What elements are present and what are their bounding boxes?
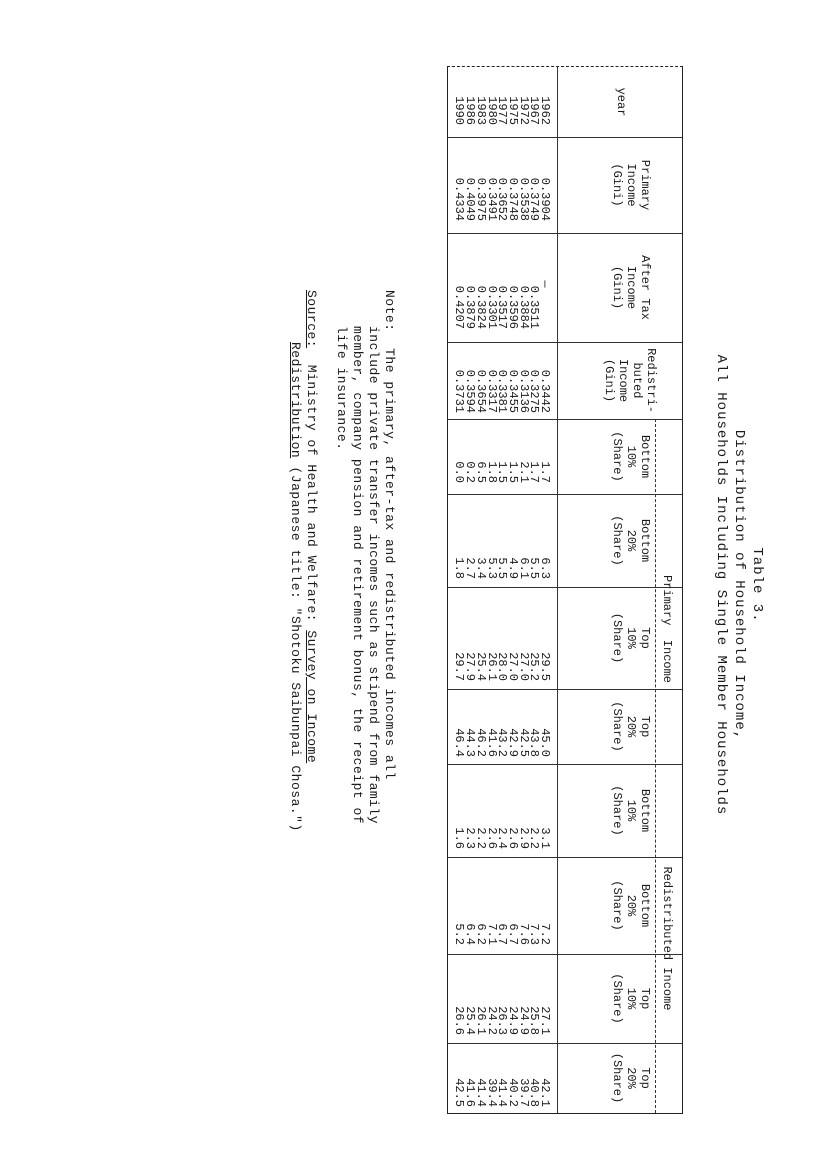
table-cell: 28.0 (495, 652, 510, 681)
col-redist-bottom20 (454, 863, 550, 945)
table-cell: 0.3381 (495, 369, 510, 413)
table-cell: 41.4 (473, 1078, 488, 1107)
table-cell: 24.2 (484, 1006, 499, 1035)
header-primary-bottom10: Bottom 10% (Share) (610, 431, 652, 482)
header-redist-top20: Top 20% (Share) (610, 1052, 652, 1104)
table-cell: 6.7 (495, 923, 510, 945)
table-cell: 0.2 (463, 461, 478, 483)
income-distribution-table (447, 66, 683, 1114)
table-cell: 7.1 (484, 923, 499, 945)
table-cell: 44.3 (463, 728, 478, 757)
table-cell: 5.2 (452, 923, 467, 945)
table-cell: 0.3596 (505, 285, 520, 329)
table-cell: 40.2 (505, 1078, 520, 1107)
table-cell: 1986 (463, 96, 478, 125)
col-year (454, 75, 550, 125)
header-redist-group: Redistributed Income (660, 866, 674, 1011)
table-cell: 1975 (505, 96, 520, 125)
header-redist-bottom10: Bottom 10% (Share) (610, 785, 652, 836)
note-line-1: The primary, after-tax and redistributed incomes all (382, 348, 397, 780)
table-cell: 43.2 (495, 728, 510, 757)
table-cell: 26.3 (495, 1006, 510, 1035)
table-cell: 0.3136 (516, 369, 531, 413)
table-cell: 27.0 (516, 652, 531, 681)
col-primary-bottom10 (454, 423, 550, 483)
table-cell: 27.9 (463, 652, 478, 681)
table-cell: 24.9 (516, 1006, 531, 1035)
table-cell: 0.3884 (516, 285, 531, 329)
table-cell: 0.3652 (495, 177, 510, 221)
table-cell: 25.8 (527, 1006, 542, 1035)
source-title-2: Redistribution (288, 342, 303, 459)
table-cell: 2.7 (463, 557, 478, 579)
table-cell: 2.9 (516, 827, 531, 849)
table-cell: 4.9 (505, 557, 520, 579)
table-cell: 0.4049 (463, 177, 478, 221)
header-redist-top10: Top 10% (Share) (610, 973, 652, 1024)
table-cell: 0.3731 (452, 369, 467, 413)
table-cell: 1.5 (505, 461, 520, 483)
table-cell: 1990 (452, 96, 467, 125)
table-cell: — (538, 280, 552, 288)
table-cell: 41.4 (495, 1078, 510, 1107)
header-redist-gini: Redistri- buted Income (Gini) (602, 348, 658, 413)
table-cell: 7.2 (538, 923, 552, 945)
table-cell: 24.9 (505, 1006, 520, 1035)
col-redist-top10 (454, 959, 550, 1035)
table-cell: 5.5 (495, 557, 510, 579)
table-cell: 0.3748 (505, 177, 520, 221)
table-cell: 1.8 (452, 557, 467, 579)
table-cell: 2.1 (516, 461, 531, 483)
table-cell: 46.4 (452, 728, 467, 757)
table-cell: 41.6 (463, 1078, 478, 1107)
table-cell: 1.5 (495, 461, 510, 483)
table-cell: 40.8 (527, 1078, 542, 1107)
table-cell: 1980 (484, 96, 499, 125)
table-cell: 0.4207 (452, 285, 467, 329)
table-cell: 0.3517 (495, 285, 510, 329)
table-subtitle: Distribution of Household Income, (731, 429, 747, 741)
table-note (333, 290, 397, 850)
col-primary-top10 (454, 593, 550, 681)
table-cell: 42.9 (505, 728, 520, 757)
table-cell: 39.7 (516, 1078, 531, 1107)
col-primary-gini (454, 141, 550, 221)
table-cell: 6.3 (538, 557, 552, 579)
table-cell: 0.3904 (538, 177, 552, 221)
table-cell: 26.1 (484, 652, 499, 681)
table-cell: 1977 (495, 96, 510, 125)
col-redist-bottom10 (454, 769, 550, 849)
note-line-2: include private transfer incomes such as stipend from family (366, 326, 381, 825)
table-cell: 2.3 (463, 827, 478, 849)
table-cell: 45.0 (538, 728, 552, 757)
table-cell: 26.1 (473, 1006, 488, 1035)
table-cell: 29.5 (538, 652, 552, 681)
table-cell: 1.7 (538, 461, 552, 483)
table-cell: 0.3975 (473, 177, 488, 221)
table-cell: 25.4 (463, 1006, 478, 1035)
source-japanese-title: (Japanese title: "Shotoku Saibunpai Chosa.") (288, 458, 303, 832)
table-cell: 0.3301 (484, 285, 499, 329)
table-cell: 1983 (473, 96, 488, 125)
header-redist-bottom20: Bottom 20% (Share) (610, 880, 652, 931)
table-cell: 0.3594 (463, 369, 478, 413)
note-label: Note: (382, 290, 397, 332)
col-primary-top20 (454, 693, 550, 757)
table-cell: 46.2 (473, 728, 488, 757)
col-aftertax-gini (454, 239, 550, 329)
source-title: Survey on Income (304, 630, 319, 764)
table-cell: 5.3 (484, 557, 499, 579)
table-cell: 0.3455 (505, 369, 520, 413)
table-cell: 0.3442 (538, 369, 552, 413)
table-cell: 6.7 (505, 923, 520, 945)
table-cell: 6.5 (473, 461, 488, 483)
header-primary-group: Primary Income (660, 574, 674, 684)
table-cell: 0.3491 (484, 177, 499, 221)
table-cell: 3.1 (538, 827, 552, 849)
table-cell: 1967 (527, 96, 542, 125)
table-cell: 2.2 (473, 827, 488, 849)
table-cell: 0.3654 (473, 369, 488, 413)
table-cell: 1.6 (452, 827, 467, 849)
header-primary-top10: Top 10% (Share) (610, 612, 652, 664)
header-primary-bottom20: Bottom 20% (Share) (610, 515, 652, 566)
table-cell: 0.3317 (484, 369, 499, 413)
header-primary-top20: Top 20% (Share) (610, 701, 652, 752)
col-redist-top20 (454, 1047, 550, 1107)
table-cell: 1972 (516, 96, 531, 125)
col-redist-gini (454, 347, 550, 413)
table-cell: 5.5 (527, 557, 542, 579)
table-cell: 0.3275 (527, 369, 542, 413)
table-cell: 43.8 (527, 728, 542, 757)
source-publisher: Ministry of Health and Welfare: (304, 364, 319, 631)
table-cell: 6.1 (516, 557, 531, 579)
table-cell: 42.1 (538, 1078, 552, 1107)
table-cell: 39.4 (484, 1078, 499, 1107)
table-cell: 2.6 (505, 827, 520, 849)
table-cell: 27.1 (538, 1006, 552, 1035)
header-aftertax-gini: After Tax Income (Gini) (610, 255, 652, 320)
table-title: Table 3. (749, 547, 765, 623)
table-cell: 27.0 (505, 652, 520, 681)
table-cell: 41.6 (484, 728, 499, 757)
table-cell: 0.0 (452, 461, 467, 483)
table-cell: 2.6 (484, 827, 499, 849)
table-cell: 0.3538 (516, 177, 531, 221)
table-cell: 1.8 (484, 461, 499, 483)
table-cell: 0.3879 (463, 285, 478, 329)
table-cell: 7.6 (516, 923, 531, 945)
col-primary-bottom20 (454, 499, 550, 579)
table-cell: 42.5 (516, 728, 531, 757)
table-cell: 2.4 (495, 827, 510, 849)
table-cell: 3.4 (473, 557, 488, 579)
header-year: year (614, 87, 628, 117)
source-label: Source: (304, 290, 319, 349)
table-cell: 6.2 (473, 923, 488, 945)
table-cell: 25.4 (473, 652, 488, 681)
table-source (287, 290, 319, 890)
header-primary-gini: Primary Income (Gini) (610, 159, 652, 211)
table-cell: 6.4 (463, 923, 478, 945)
table-cell: 0.3824 (473, 285, 488, 329)
note-line-3: member, company pension and retirement bonus, the receipt of (350, 326, 365, 825)
table-cell: 29.7 (452, 652, 467, 681)
table-cell: 1.7 (527, 461, 542, 483)
table-subtitle-2: All Households Including Single Member Households (713, 354, 729, 816)
table-cell: 42.5 (452, 1078, 467, 1107)
note-line-4: life insurance. (334, 326, 349, 451)
table-cell: 2.2 (527, 827, 542, 849)
table-cell: 7.3 (527, 923, 542, 945)
table-cell: 25.2 (527, 652, 542, 681)
table-cell: 0.3511 (527, 285, 542, 329)
table-cell: 0.3749 (527, 177, 542, 221)
table-cell: 1962 (538, 96, 552, 125)
table-cell: 26.6 (452, 1006, 467, 1035)
table-cell: 0.4334 (452, 177, 467, 221)
